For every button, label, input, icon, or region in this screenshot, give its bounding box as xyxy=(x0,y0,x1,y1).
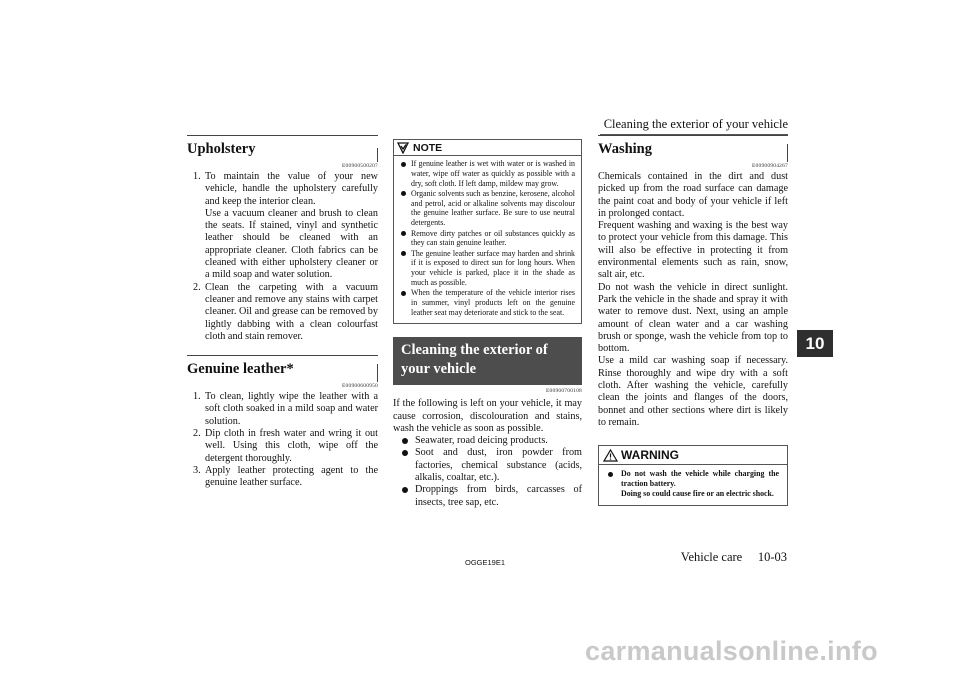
note-box xyxy=(393,139,582,324)
list-item: 2. Dip cloth in fresh water and wring it out well. Using this cloth, wipe off the detergent thoroughly. xyxy=(193,428,378,464)
upholstery-heading: Upholstery xyxy=(187,135,378,162)
upholstery-list xyxy=(187,171,378,343)
list-item: 1. To clean, lightly wipe the leather with a soft cloth soaked in a mild soap and water solution. xyxy=(193,391,378,427)
genuine-leather-list xyxy=(187,391,378,489)
warning-item: Do not wash the vehicle while charging the traction battery. Doing so could cause fire or an electric shock. xyxy=(607,469,779,499)
note-item: The genuine leather surface may harden and shrink if it is exposed to direct sun for long hours. When your vehicle is parked, place it in the shade as much as possible. xyxy=(400,249,575,288)
washing-paragraph: Use a mild car washing soap if necessary. Rinse thoroughly and wipe dry with a soft cloth. After washing the vehicle, carefully clean the joints and flanges of the doors, bonnet and other sections where dirt is likely to remain. xyxy=(598,355,788,428)
list-item: Soot and dust, iron powder from factories, chemical substance (acids, alkalis, coaltar, etc.). xyxy=(393,447,582,484)
note-item: Organic solvents such as benzine, kerosene, alcohol and petrol, acid or alkaline solvents may discolour the genuine leather surface. Be sure to use neutral detergents. xyxy=(400,189,575,228)
washing-code: E00900904267 xyxy=(751,163,788,169)
list-item: Droppings from birds, carcasses of insects, tree sap, etc. xyxy=(393,484,582,509)
footer-page-number: Vehicle care 10-03 xyxy=(680,550,787,564)
washing-paragraph: Do not wash the vehicle in direct sunlight. Park the vehicle in the shade and spray it with water to remove dust. Next, using an ample amount of clean water and a car washing brush or sponge, wash the vehicle from top to bottom. xyxy=(598,281,788,355)
list-item: 3. Apply leather protecting agent to the genuine leather surface. xyxy=(193,464,378,489)
list-item: Seawater, road deicing products. xyxy=(393,435,582,447)
warning-label: WARNING xyxy=(621,448,679,463)
column-middle xyxy=(393,139,582,509)
washing-heading: Washing xyxy=(598,135,788,162)
note-icon xyxy=(396,142,410,154)
page-header-title: Cleaning the exterior of your vehicle xyxy=(603,117,788,131)
genuine-leather-heading: Genuine leather* xyxy=(187,355,378,382)
column-right xyxy=(598,135,788,506)
note-label: NOTE xyxy=(413,141,443,154)
note-item: If genuine leather is wet with water or is washed in water, wipe off water as quickly as possible with a dry, soft cloth. If left damp, mildew may grow. xyxy=(400,159,575,188)
column-left xyxy=(187,135,378,490)
cleaning-exterior-banner: Cleaning the exterior of your vehicle xyxy=(393,337,582,385)
list-item: 1. To maintain the value of your new vehicle, handle the upholstery carefully and keep the interior clean. xyxy=(193,171,378,207)
cleaning-exterior-intro: If the following is left on your vehicle, it may cause corrosion, discolouration and stains, wash the vehicle as soon as possible. xyxy=(393,398,582,434)
chapter-tab[interactable]: 10 xyxy=(797,330,833,357)
list-item: 2. Clean the carpeting with a vacuum cleaner and remove any stains with carpet cleaner. Oil and grease can be removed by lightly dabbing with a clean colourfast cloth and stain remover. xyxy=(193,281,378,342)
note-item: Remove dirty patches or oil substances quickly as they can stain genuine leather. xyxy=(400,229,575,249)
warning-box xyxy=(598,445,788,506)
washing-paragraph: Chemicals contained in the dirt and dust picked up from the road surface can damage the paint coat and body of your vehicle if left in prolonged contact. xyxy=(598,171,788,219)
genuine-leather-code: E00900600950 xyxy=(341,383,378,390)
footer-code: OGGE19E1 xyxy=(465,558,506,567)
washing-paragraph: Frequent washing and waxing is the best way to protect your vehicle from this damage. This will also be effective in protecting it from environmental elements such as rain, snow, salt air, etc. xyxy=(598,220,788,281)
warning-icon xyxy=(603,449,618,462)
list-item: Use a vacuum cleaner and brush to clean the seats. If stained, vinyl and synthetic leather should be cleaned with an appropriate cleaner. Cloth fabrics can be cleaned with either upholstery cleaner or a mild soap and water solution. xyxy=(205,207,378,281)
cleaning-exterior-code: E00900700108 xyxy=(545,388,582,395)
upholstery-code: E00900500207 xyxy=(341,163,378,169)
watermark: carmanualsonline.info xyxy=(585,636,878,666)
note-item: When the temperature of the vehicle interior rises in summer, vinyl products left on the genuine leather seat may deteriorate and stick to the seat. xyxy=(400,288,575,317)
